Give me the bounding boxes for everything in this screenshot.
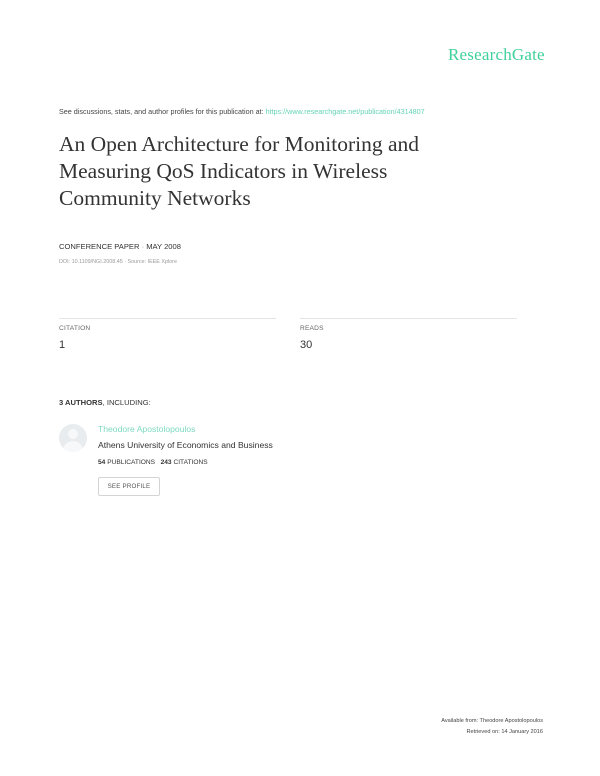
discussion-text: See discussions, stats, and author profiles for this publication at:	[59, 107, 264, 116]
authors-including: , INCLUDING:	[102, 398, 151, 407]
author-name-link[interactable]: Theodore Apostolopoulos	[98, 424, 196, 434]
author-publications-count: 54	[98, 459, 106, 466]
reads-label: READS	[300, 325, 324, 332]
author-publications-label: PUBLICATIONS	[107, 459, 156, 466]
researchgate-logo[interactable]: ResearchGate	[448, 45, 545, 64]
authors-count: 3 AUTHORS	[59, 398, 103, 407]
see-profile-button[interactable]: SEE PROFILE	[98, 477, 160, 496]
paper-title	[59, 131, 499, 212]
title-line: Measuring QoS Indicators in Wireless	[59, 159, 388, 183]
doi-source: DOI: 10.1109/NGI.2008.45 · Source: IEEE Xplore	[59, 259, 177, 265]
author-stats	[98, 459, 208, 466]
author-citations-count: 243	[160, 459, 172, 466]
citation-count: 1	[59, 339, 66, 351]
available-from: Available from: Theodore Apostolopoulos	[441, 718, 543, 724]
title-line: Community Networks	[59, 186, 251, 210]
avatar-head-shape	[68, 429, 78, 439]
footer-info	[441, 716, 543, 738]
retrieved-on: Retrieved on: 14 January 2016	[466, 729, 543, 735]
author-citations-label: CITATIONS	[173, 459, 208, 466]
paper-type-date	[59, 242, 181, 251]
title-line: An Open Architecture for Monitoring and	[59, 132, 420, 156]
avatar-body-shape	[63, 441, 83, 452]
reads-count: 30	[300, 339, 313, 351]
separator: ·	[141, 242, 147, 251]
paper-date: MAY 2008	[146, 242, 181, 251]
publication-link[interactable]: https://www.researchgate.net/publication/4314807	[265, 107, 425, 116]
divider	[59, 318, 276, 319]
citation-label: CITATION	[59, 325, 91, 332]
discussion-line	[59, 107, 425, 116]
paper-type: CONFERENCE PAPER	[59, 242, 140, 251]
author-avatar-icon[interactable]	[59, 424, 87, 452]
authors-heading	[59, 398, 151, 407]
divider	[300, 318, 517, 319]
author-institution: Athens University of Economics and Business	[98, 440, 273, 450]
